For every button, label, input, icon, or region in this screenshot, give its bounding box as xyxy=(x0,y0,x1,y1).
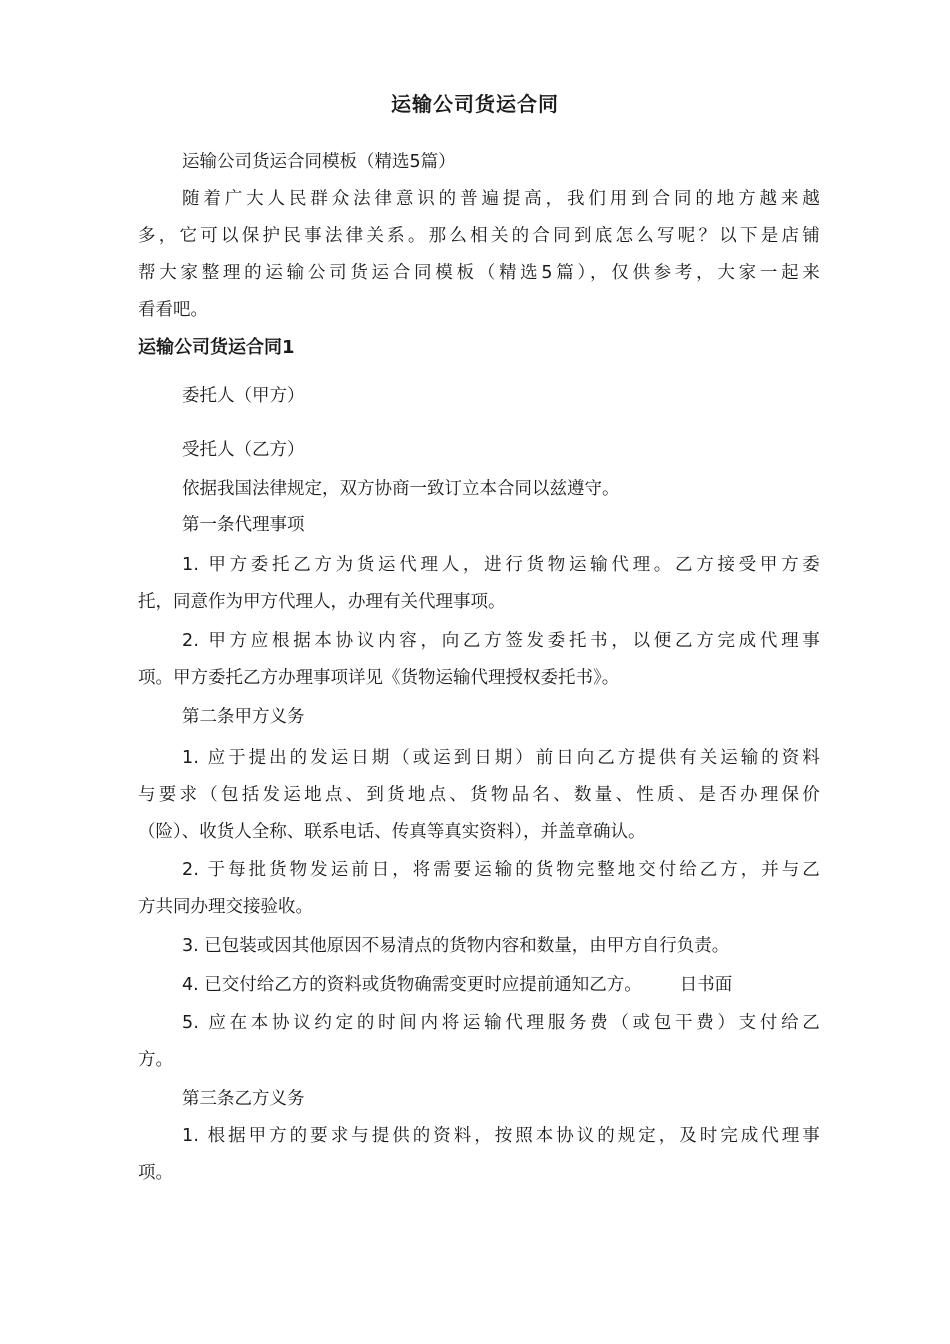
article2-title: 第二条甲方义务 xyxy=(182,707,305,727)
article2-item4-extra: 日书面 xyxy=(679,975,733,995)
article2-item3: 3. 已包装或因其他原因不易清点的货物内容和数量，由甲方自行负责。 xyxy=(182,936,730,956)
preamble: 依据我国法律规定，双方协商一致订立本合同以兹遵守。 xyxy=(182,479,620,499)
subtitle: 运输公司货运合同模板（精选5篇） xyxy=(182,152,456,172)
intro-line-1: 随着广大人民群众法律意识的普遍提高，我们用到合同的地方越来越 xyxy=(182,189,820,209)
article2-item1-line2: 与要求（包括发运地点、到货地点、货物品名、数量、性质、是否办理保价 xyxy=(138,785,820,805)
party-b: 受托人（乙方） xyxy=(182,440,305,460)
article3-item1-line1: 1. 根据甲方的要求与提供的资料，按照本协议的规定，及时完成代理事 xyxy=(182,1126,820,1146)
intro-line-3: 帮大家整理的运输公司货运合同模板（精选5篇），仅供参考，大家一起来 xyxy=(138,263,820,283)
article2-item5-line2: 方。 xyxy=(138,1050,173,1070)
article2-item2-line1: 2. 于每批货物发运前日，将需要运输的货物完整地交付给乙方，并与乙 xyxy=(182,860,820,880)
article2-item2-line2: 方共同办理交接验收。 xyxy=(138,897,313,917)
article1-item1-line2: 托，同意作为甲方代理人，办理有关代理事项。 xyxy=(138,592,506,612)
article2-item4 xyxy=(182,973,732,997)
article1-item1-line1: 1. 甲方委托乙方为货运代理人，进行货物运输代理。乙方接受甲方委 xyxy=(182,555,820,575)
party-a: 委托人（甲方） xyxy=(182,386,305,406)
intro-line-2: 多，它可以保护民事法律关系。那么相关的合同到底怎么写呢？以下是店铺 xyxy=(138,226,820,246)
intro-line-4: 看看吧。 xyxy=(138,300,208,320)
article1-item2-line1: 2. 甲方应根据本协议内容，向乙方签发委托书，以便乙方完成代理事 xyxy=(182,631,820,651)
article2-item1-line1: 1. 应于提出的发运日期（或运到日期）前日向乙方提供有关运输的资料 xyxy=(182,748,820,768)
article3-title: 第三条乙方义务 xyxy=(182,1089,305,1109)
article1-item2-line2: 项。甲方委托乙方办理事项详见《货物运输代理授权委托书》。 xyxy=(138,668,620,688)
article2-item4-text: 4. 已交付给乙方的资料或货物确需变更时应提前通知乙方。 xyxy=(182,975,642,995)
section-heading: 运输公司货运合同1 xyxy=(138,337,295,358)
article1-title: 第一条代理事项 xyxy=(182,515,305,535)
article2-item5-line1: 5. 应在本协议约定的时间内将运输代理服务费（或包干费）支付给乙 xyxy=(182,1013,820,1033)
article2-item1-line3: （险）、收货人全称、联系电话、传真等真实资料），并盖章确认。 xyxy=(138,822,646,842)
article3-item1-line2: 项。 xyxy=(138,1163,173,1183)
page-title: 运输公司货运合同 xyxy=(391,92,559,116)
